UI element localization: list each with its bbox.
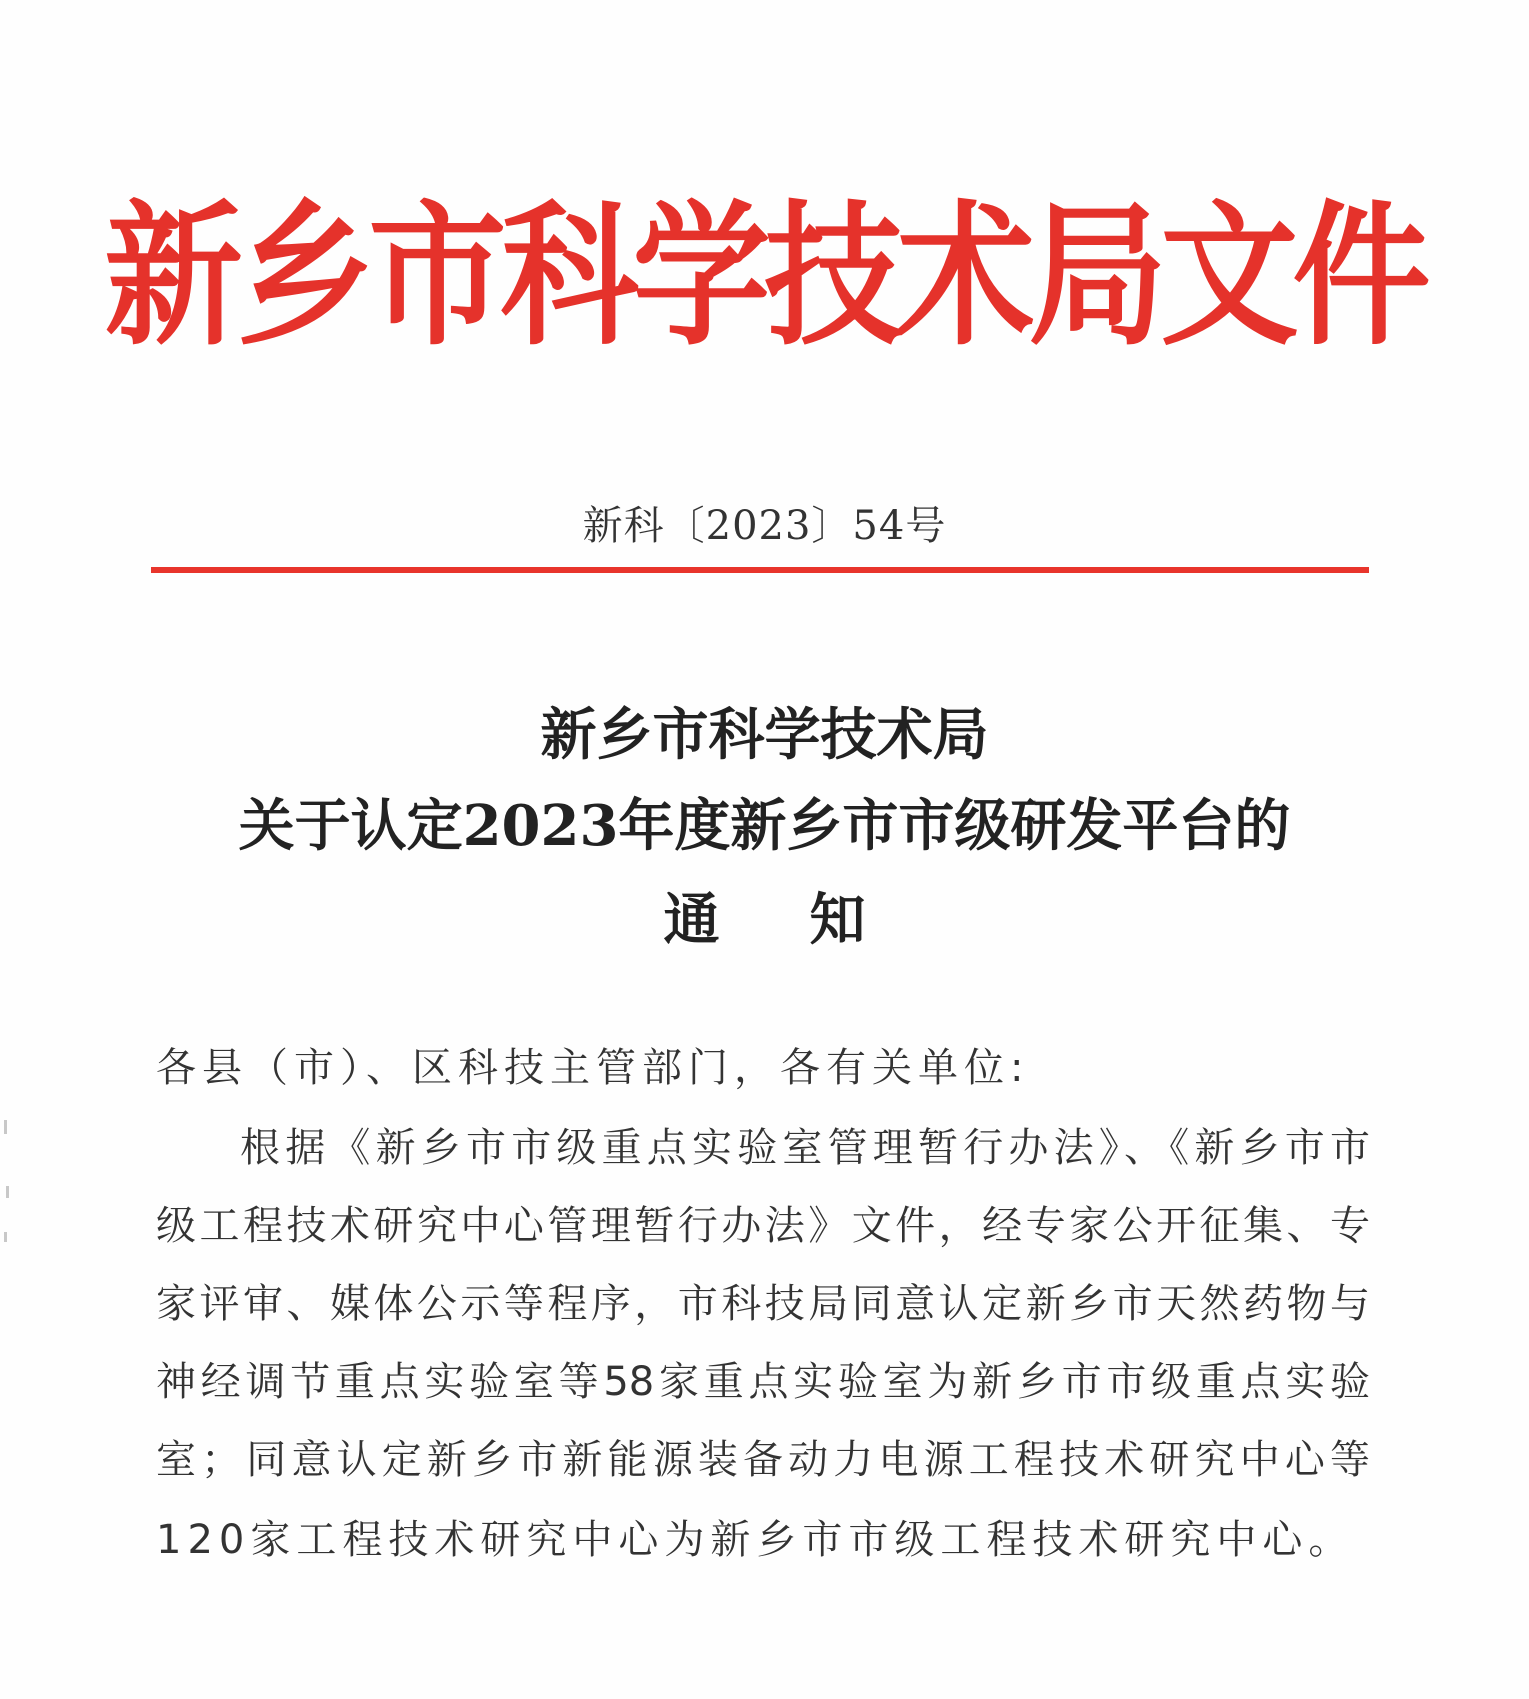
body-line-5: 室；同意认定新乡市新能源装备动力电源工程技术研究中心等 [156, 1437, 1370, 1483]
title-line-2: 关于认定2023年度新乡市市级研发平台的 [238, 793, 1291, 859]
body-line-4: 神经调节重点实验室等58家重点实验室为新乡市市级重点实验 [156, 1359, 1370, 1405]
body-line-3: 家评审、媒体公示等程序，市科技局同意认定新乡市天然药物与 [156, 1281, 1370, 1327]
body-line-2: 级工程技术研究中心管理暂行办法》文件，经专家公开征集、专 [156, 1203, 1370, 1249]
red-divider-line [151, 567, 1369, 573]
body-line-1: 根据《新乡市市级重点实验室管理暂行办法》、《新乡市市 [240, 1125, 1370, 1171]
body-line-6: 120家工程技术研究中心为新乡市市级工程技术研究中心。 [156, 1517, 1355, 1563]
scan-mark [4, 1232, 7, 1242]
scan-mark [6, 1186, 9, 1198]
addressee: 各县（市）、区科技主管部门，各有关单位: [156, 1045, 1030, 1091]
scan-mark [4, 1120, 7, 1134]
document-number: 新科〔2023〕54号 [582, 503, 947, 549]
title-line-1: 新乡市科学技术局 [540, 702, 989, 768]
title-line-3: 通知 [663, 887, 956, 953]
issuer-header: 新乡市科学技术局文件 [104, 184, 1425, 367]
